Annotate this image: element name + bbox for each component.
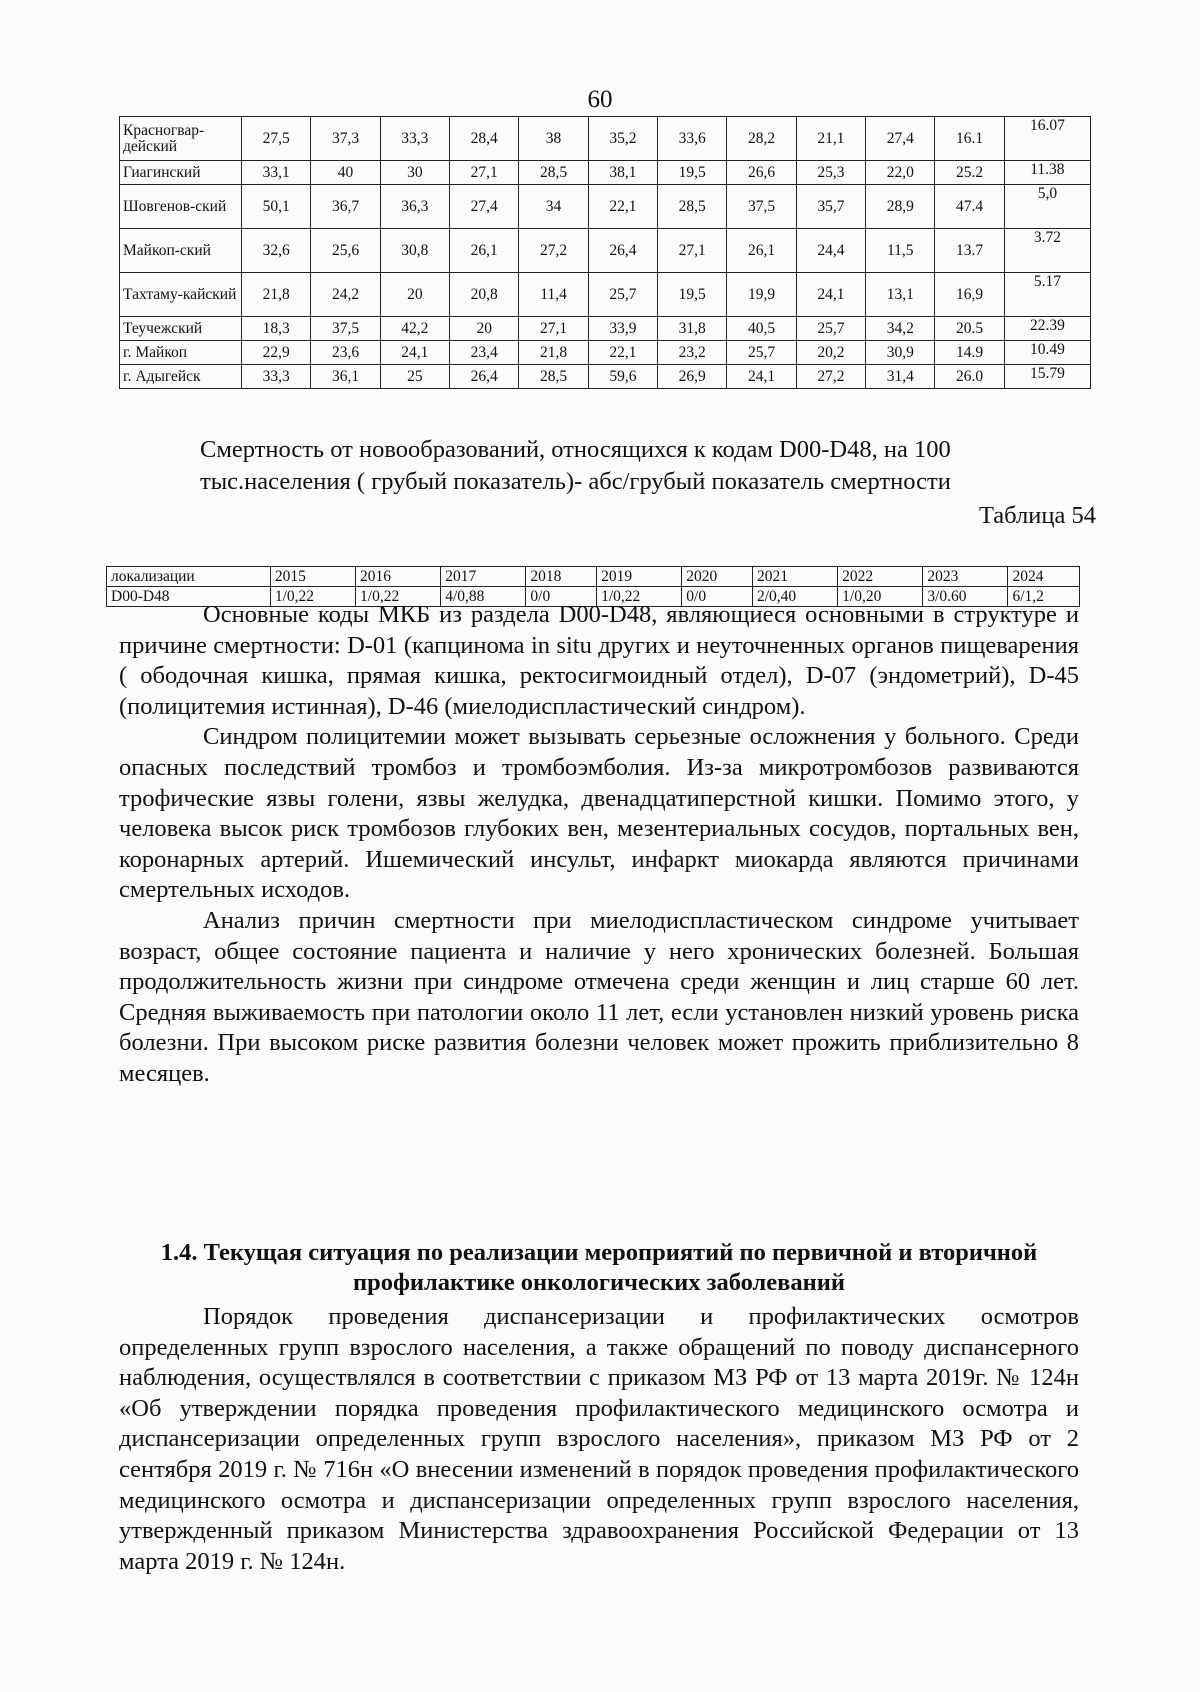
value-cell: 28,4: [450, 117, 519, 161]
region-name-cell: г. Майкоп: [120, 341, 242, 365]
value-cell: 21,8: [519, 341, 588, 365]
value-cell: 21,1: [796, 117, 865, 161]
table-row: [120, 341, 1091, 365]
header-cell: 2022: [838, 567, 923, 587]
value-cell: 50,1: [242, 185, 311, 229]
value-cell: 34: [519, 185, 588, 229]
header-cell: 2020: [682, 567, 753, 587]
header-cell: 2015: [270, 567, 355, 587]
value-cell: 59,6: [588, 365, 657, 389]
value-cell: 1/0,20: [838, 587, 923, 607]
value-cell: 38: [519, 117, 588, 161]
value-cell: 26,6: [727, 161, 796, 185]
table-row: [120, 229, 1091, 273]
region-name-cell: Теучежский: [120, 317, 242, 341]
value-cell: 3.72: [1004, 229, 1090, 273]
value-cell: 2/0,40: [752, 587, 837, 607]
value-cell: 28,5: [658, 185, 727, 229]
value-cell: 1/0,22: [270, 587, 355, 607]
value-cell: 37,5: [727, 185, 796, 229]
value-cell: 20,2: [796, 341, 865, 365]
codes-table-header-row: [107, 567, 1080, 587]
region-name-cell: Гиагинский: [120, 161, 242, 185]
value-cell: 24,1: [727, 365, 796, 389]
paragraph: Основные коды МКБ из раздела D00-D48, являющиеся основными в структуре и причине смертности: D-01 (капцинома in situ других и неуточненных органов пищеварения ( ободочная кишка, прямая кишка, ректосигмоидный отдел), D-07 (эндометрий), D-45 (полицитемия истинная), D-46 (миелодиспластический синдром).: [119, 601, 1079, 720]
table-row: [120, 117, 1091, 161]
value-cell: 4/0,88: [441, 587, 526, 607]
value-cell: 36,3: [380, 185, 449, 229]
table-row: [120, 273, 1091, 317]
header-cell: 2023: [923, 567, 1008, 587]
value-cell: 24,1: [796, 273, 865, 317]
value-cell: 14.9: [935, 341, 1004, 365]
value-cell: 28,5: [519, 365, 588, 389]
value-cell: 27,4: [450, 185, 519, 229]
value-cell: 22,0: [866, 161, 935, 185]
value-cell: 35,2: [588, 117, 657, 161]
value-cell: 33,1: [242, 161, 311, 185]
value-cell: 37,5: [311, 317, 380, 341]
value-cell: 20: [380, 273, 449, 317]
value-cell: 35,7: [796, 185, 865, 229]
value-cell: 31,8: [658, 317, 727, 341]
value-cell: 33,6: [658, 117, 727, 161]
value-cell: 33,3: [380, 117, 449, 161]
value-cell: 28,2: [727, 117, 796, 161]
value-cell: D00-D48: [107, 587, 271, 607]
value-cell: 30,8: [380, 229, 449, 273]
value-cell: 40,5: [727, 317, 796, 341]
value-cell: 16.1: [935, 117, 1004, 161]
value-cell: 30: [380, 161, 449, 185]
header-cell: локализации: [107, 567, 271, 587]
value-cell: 20: [450, 317, 519, 341]
regional-mortality-table: [119, 116, 1091, 389]
table-row: [120, 317, 1091, 341]
value-cell: 18,3: [242, 317, 311, 341]
value-cell: 20,8: [450, 273, 519, 317]
value-cell: 28,5: [519, 161, 588, 185]
value-cell: 32,6: [242, 229, 311, 273]
value-cell: 11,4: [519, 273, 588, 317]
value-cell: 20.5: [935, 317, 1004, 341]
value-cell: 22,9: [242, 341, 311, 365]
table-row: [120, 161, 1091, 185]
header-cell: 2024: [1008, 567, 1080, 587]
table-row: [120, 185, 1091, 229]
header-cell: 2019: [597, 567, 682, 587]
paragraph: Порядок проведения диспансеризации и профилактических осмотров определенных групп взрослого населения, а также обращений по поводу диспансерного наблюдения, осуществлялся в соответствии с приказом МЗ РФ от 13 марта 2019г. № 124н «Об утверждении порядка проведения профилактического медицинского осмотра и диспансеризации определенных групп взрослого населения», приказом МЗ РФ от 2 сентября 2019 г. № 716н «О внесении изменений в порядок проведения профилактического медицинского осмотра и диспансеризации определенных групп взрослого населения, утвержденный приказом Министерства здравоохранения Российской Федерации от 13 марта 2019 г. № 124н.: [119, 1303, 1079, 1575]
value-cell: 24,4: [796, 229, 865, 273]
value-cell: 25.2: [935, 161, 1004, 185]
value-cell: 26.0: [935, 365, 1004, 389]
value-cell: 47.4: [935, 185, 1004, 229]
value-cell: 25,6: [311, 229, 380, 273]
value-cell: 25,7: [588, 273, 657, 317]
value-cell: 21,8: [242, 273, 311, 317]
value-cell: 25,3: [796, 161, 865, 185]
value-cell: 5,0: [1004, 185, 1090, 229]
value-cell: 19,9: [727, 273, 796, 317]
table-label: Таблица 54: [978, 502, 1096, 529]
value-cell: 11.38: [1004, 161, 1090, 185]
header-cell: 2017: [441, 567, 526, 587]
value-cell: 25: [380, 365, 449, 389]
value-cell: 27,4: [866, 117, 935, 161]
value-cell: 27,2: [796, 365, 865, 389]
paragraph: Анализ причин смертности при миелодиспластическом синдроме учитывает возраст, общее состояние пациента и наличие у него хронических болезней. Большая продолжительность жизни при синдроме отмечена среди женщин и лиц старше 60 лет. Средняя выживаемость при патологии около 11 лет, если установлен низкий уровень риска болезни. При высоком риске развития болезни человек может прожить приблизительно 8 месяцев.: [119, 906, 1079, 1087]
region-name-cell: г. Адыгейск: [120, 365, 242, 389]
value-cell: 23,2: [658, 341, 727, 365]
header-cell: 2021: [752, 567, 837, 587]
table-row: [120, 365, 1091, 389]
header-cell: 2016: [356, 567, 441, 587]
value-cell: 26,1: [450, 229, 519, 273]
region-name-cell: Шовгенов-ский: [120, 185, 242, 229]
region-name-cell: Красногвар-дейский: [120, 117, 242, 161]
value-cell: 22,1: [588, 341, 657, 365]
value-cell: 16.07: [1004, 117, 1090, 161]
section-body: [119, 1302, 1079, 1577]
value-cell: 19,5: [658, 273, 727, 317]
value-cell: 26,4: [588, 229, 657, 273]
value-cell: 27,5: [242, 117, 311, 161]
value-cell: 24,2: [311, 273, 380, 317]
paragraph: Синдром полицитемии может вызывать серьезные осложнения у больного. Среди опасных последствий тромбоз и тромбоэмболия. Из-за микротромбозов развиваются трофические язвы голени, язвы желудка, двенадцатиперстной кишки. Помимо этого, у человека высок риск тромбозов глубоких вен, мезентериальных сосудов, портальных вен, коронарных артерий. Ишемический инсульт, инфаркт миокарда являются причинами смертельных исходов.: [119, 723, 1079, 904]
value-cell: 36,1: [311, 365, 380, 389]
value-cell: 37,3: [311, 117, 380, 161]
value-cell: 42,2: [380, 317, 449, 341]
value-cell: 19,5: [658, 161, 727, 185]
value-cell: 26,1: [727, 229, 796, 273]
value-cell: 27,2: [519, 229, 588, 273]
value-cell: 1/0,22: [356, 587, 441, 607]
value-cell: 38,1: [588, 161, 657, 185]
table-caption: Смертность от новообразований, относящихся к кодам D00-D48, на 100 тыс.населения ( грубый показатель)- абс/грубый показатель смертности: [200, 436, 951, 495]
header-cell: 2018: [526, 567, 597, 587]
value-cell: 26,4: [450, 365, 519, 389]
value-cell: 27,1: [450, 161, 519, 185]
value-cell: 25,7: [727, 341, 796, 365]
value-cell: 5.17: [1004, 273, 1090, 317]
value-cell: 1/0,22: [597, 587, 682, 607]
body-text: [119, 600, 1079, 1090]
value-cell: 15.79: [1004, 365, 1090, 389]
value-cell: 0/0: [526, 587, 597, 607]
value-cell: 16,9: [935, 273, 1004, 317]
value-cell: 27,1: [658, 229, 727, 273]
value-cell: 22,1: [588, 185, 657, 229]
value-cell: 40: [311, 161, 380, 185]
value-cell: 28,9: [866, 185, 935, 229]
value-cell: 26,9: [658, 365, 727, 389]
value-cell: 30,9: [866, 341, 935, 365]
value-cell: 23,4: [450, 341, 519, 365]
region-name-cell: Тахтаму-кайский: [120, 273, 242, 317]
value-cell: 13,1: [866, 273, 935, 317]
value-cell: 24,1: [380, 341, 449, 365]
page-number: 60: [587, 86, 613, 113]
value-cell: 36,7: [311, 185, 380, 229]
region-name-cell: Майкоп-ский: [120, 229, 242, 273]
value-cell: 33,9: [588, 317, 657, 341]
value-cell: 6/1,2: [1008, 587, 1080, 607]
value-cell: 34,2: [866, 317, 935, 341]
value-cell: 33,3: [242, 365, 311, 389]
value-cell: 3/0.60: [923, 587, 1008, 607]
section-heading: 1.4. Текущая ситуация по реализации мероприятий по первичной и вторичной профилактике онкологических заболеваний: [160, 1239, 1038, 1296]
value-cell: 23,6: [311, 341, 380, 365]
value-cell: 13.7: [935, 229, 1004, 273]
value-cell: 11,5: [866, 229, 935, 273]
value-cell: 27,1: [519, 317, 588, 341]
value-cell: 10.49: [1004, 341, 1090, 365]
value-cell: 22.39: [1004, 317, 1090, 341]
value-cell: 0/0: [682, 587, 753, 607]
value-cell: 25,7: [796, 317, 865, 341]
value-cell: 31,4: [866, 365, 935, 389]
